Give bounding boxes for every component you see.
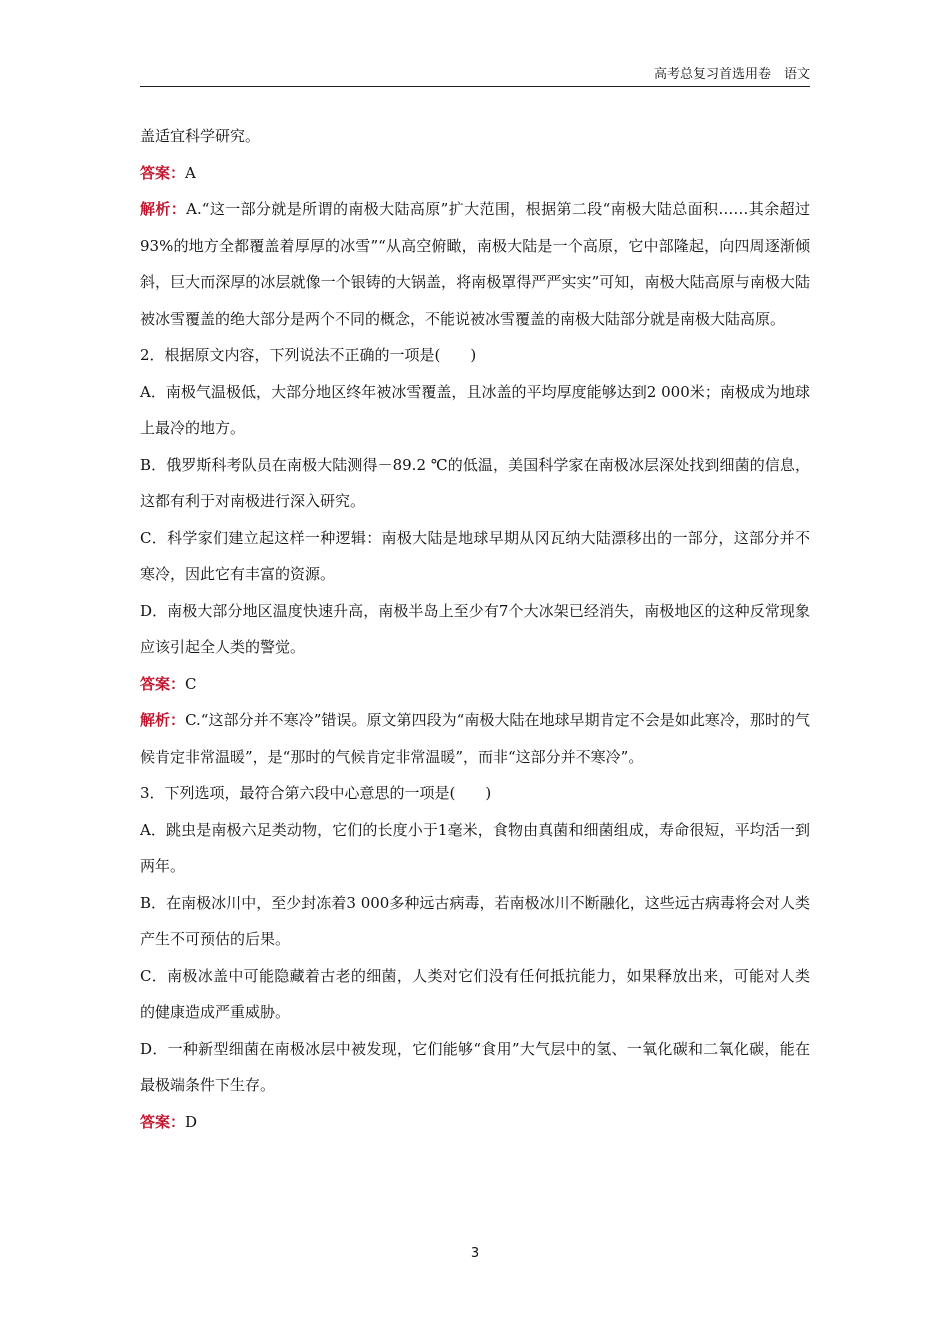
q3-option-b: B．在南极冰川中，至少封冻着3 000多种远古病毒，若南极冰川不断融化，这些远古病毒将会对人类产生不可预估的后果。 [140,893,810,948]
q2-option-d: D．南极大部分地区温度快速升高，南极半岛上至少有7个大冰架已经消失，南极地区的这种反常现象应该引起全人类的警觉。 [140,601,810,656]
answer-label: 答案： [140,1112,186,1131]
answer-2 [140,666,810,703]
paragraph-0: 盖适宜科学研究。 [140,127,261,145]
question-3: 3．下列选项，最符合第六段中心意思的一项是( ) [140,784,492,802]
document-body [140,118,810,1140]
analysis-text: C.“这部分并不寒冷”错误。原文第四段为“南极大陆在地球早期肯定不会是如此寒冷，那时的气候肯定非常温暖”，是“那时的气候肯定非常温暖”，而非“这部分并不寒冷”。 [140,711,810,766]
answer-1 [140,155,810,192]
answer-label: 答案： [140,674,186,693]
q2-option-b: B．俄罗斯科考队员在南极大陆测得－89.2 ℃的低温，美国科学家在南极冰层深处找到细菌的信息，这都有利于对南极进行深入研究。 [140,455,810,510]
analysis-1 [140,191,810,337]
page-number: 3 [470,1246,480,1261]
q3-option-c: C．南极冰盖中可能隐藏着古老的细菌，人类对它们没有任何抵抗能力，如果释放出来，可能对人类的健康造成严重威胁。 [140,966,810,1021]
header-title: 高考总复习首选用卷 语文 [653,67,810,82]
question-2: 2．根据原文内容，下列说法不正确的一项是( ) [140,346,477,364]
q3-option-a: A．跳虫是南极六足类动物，它们的长度小于1毫米，食物由真菌和细菌组成，寿命很短，平均活一到两年。 [140,820,810,875]
q2-option-c: C．科学家们建立起这样一种逻辑：南极大陆是地球早期从冈瓦纳大陆漂移出的一部分，这部分并不寒冷，因此它有丰富的资源。 [140,528,810,583]
answer-value: A [185,163,196,182]
answer-value: D [185,1112,198,1131]
analysis-label: 解析： [140,200,187,218]
answer-value: C [185,674,197,693]
page-header [140,66,810,87]
answer-3 [140,1104,810,1141]
analysis-text: A.“这一部分就是所谓的南极大陆高原”扩大范围，根据第二段“南极大陆总面积……其余超过93%的地方全都覆盖着厚厚的冰雪”“从高空俯瞰，南极大陆是一个高原，它中部隆起，向四周逐渐倾斜，巨大而深厚的冰层就像一个银铸的大锅盖，将南极罩得严严实实”可知，南极大陆高原与南极大陆被冰雪覆盖的绝大部分是两个不同的概念，不能说被冰雪覆盖的南极大陆部分就是南极大陆高原。 [140,200,810,328]
q2-option-a: A．南极气温极低，大部分地区终年被冰雪覆盖，且冰盖的平均厚度能够达到2 000米；南极成为地球上最冷的地方。 [140,382,810,437]
analysis-label: 解析： [140,711,186,729]
analysis-2 [140,702,810,775]
answer-label: 答案： [140,163,186,182]
q3-option-d: D．一种新型细菌在南极冰层中被发现，它们能够“食用”大气层中的氢、一氧化碳和二氧化碳，能在最极端条件下生存。 [140,1039,810,1094]
